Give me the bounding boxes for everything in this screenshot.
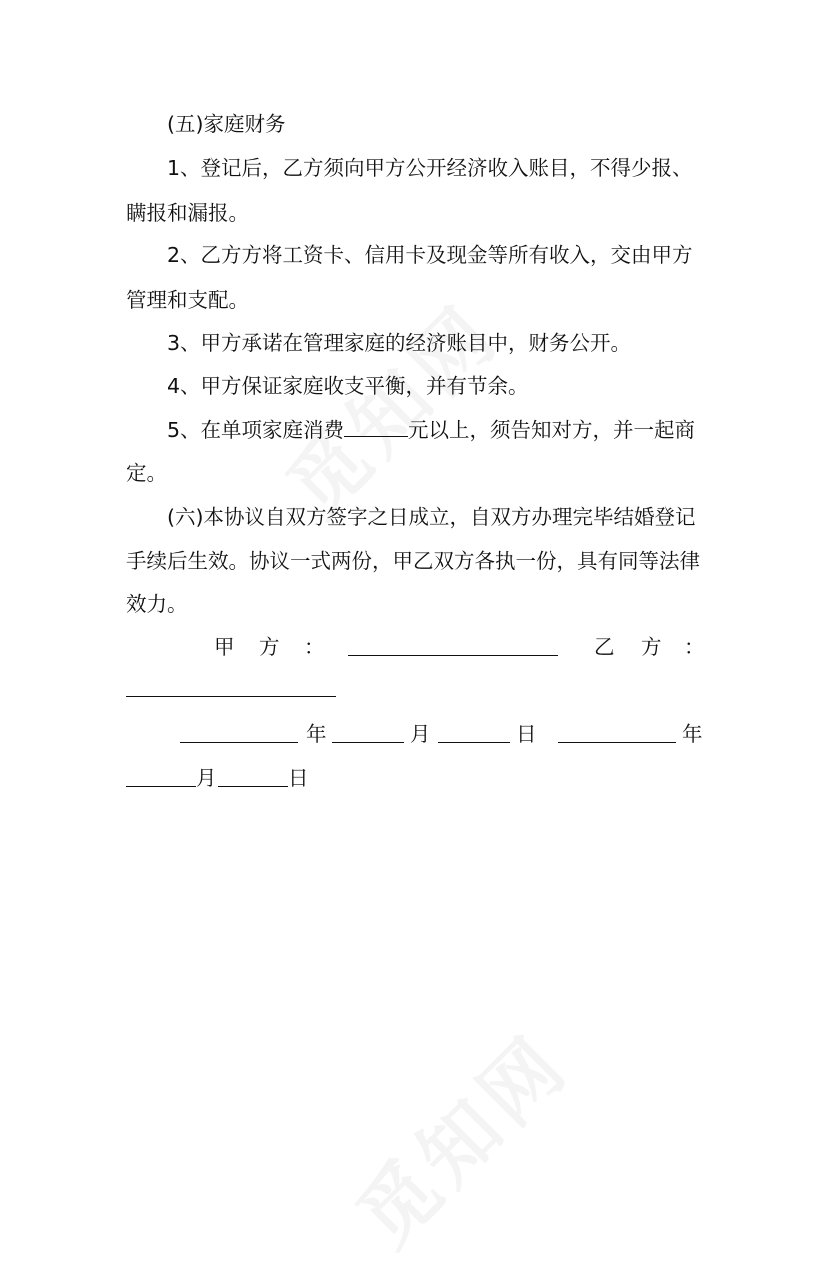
party-a-char: ：	[304, 635, 325, 659]
paragraph-line: 管理和支配。	[126, 288, 249, 312]
party-b-year-blank[interactable]	[558, 722, 676, 743]
year-label: 年	[306, 722, 327, 746]
party-b-signature-blank[interactable]	[126, 676, 336, 697]
paragraph-line: 效力。	[126, 592, 188, 616]
party-b-char: 乙	[594, 635, 615, 659]
watermark	[328, 1005, 590, 1267]
paragraph-line: 3、甲方承诺在管理家庭的经济账目中，财务公开。	[167, 331, 632, 355]
month-label: 月	[410, 722, 431, 746]
party-a-signature-blank[interactable]	[348, 635, 558, 656]
day-label: 日	[288, 766, 309, 790]
item5-prefix: 5、在单项家庭消费	[167, 418, 345, 442]
party-a-year-blank[interactable]	[180, 722, 298, 743]
day-label: 日	[516, 722, 537, 746]
paragraph-line: 4、甲方保证家庭收支平衡，并有节余。	[167, 374, 529, 398]
party-a-day-blank[interactable]	[438, 722, 510, 743]
amount-blank[interactable]	[344, 416, 408, 437]
paragraph-line: 1、登记后，乙方须向甲方公开经济收入账目，不得少报、	[167, 156, 693, 180]
paragraph-line: 定。	[126, 461, 167, 485]
paragraph-line: 手续后生效。协议一式两份，甲乙双方各执一份，具有同等法律	[126, 549, 700, 573]
party-b-char: ：	[684, 635, 705, 659]
year-label: 年	[682, 722, 703, 746]
party-a-month-blank[interactable]	[332, 722, 404, 743]
date-row	[126, 720, 706, 752]
signature-row-continued	[126, 676, 706, 702]
party-b-char: 方	[641, 635, 662, 659]
party-a-char: 方	[259, 635, 280, 659]
paragraph-line	[167, 416, 707, 444]
signature-row	[126, 633, 706, 665]
party-a-char: 甲	[214, 635, 235, 659]
paragraph-line: (六)本协议自双方签字之日成立，自双方办理完毕结婚登记	[167, 505, 696, 529]
item5-suffix: 元以上，须告知对方，并一起商	[408, 418, 696, 442]
month-label: 月	[196, 766, 217, 790]
date-row-continued	[126, 764, 706, 796]
paragraph-line: 瞒报和漏报。	[126, 201, 249, 225]
party-b-month-blank[interactable]	[126, 766, 196, 787]
paragraph-line: 2、乙方方将工资卡、信用卡及现金等所有收入，交由甲方	[167, 243, 693, 267]
watermark	[258, 275, 520, 537]
party-b-day-blank[interactable]	[218, 766, 288, 787]
section-heading: (五)家庭财务	[167, 112, 286, 136]
